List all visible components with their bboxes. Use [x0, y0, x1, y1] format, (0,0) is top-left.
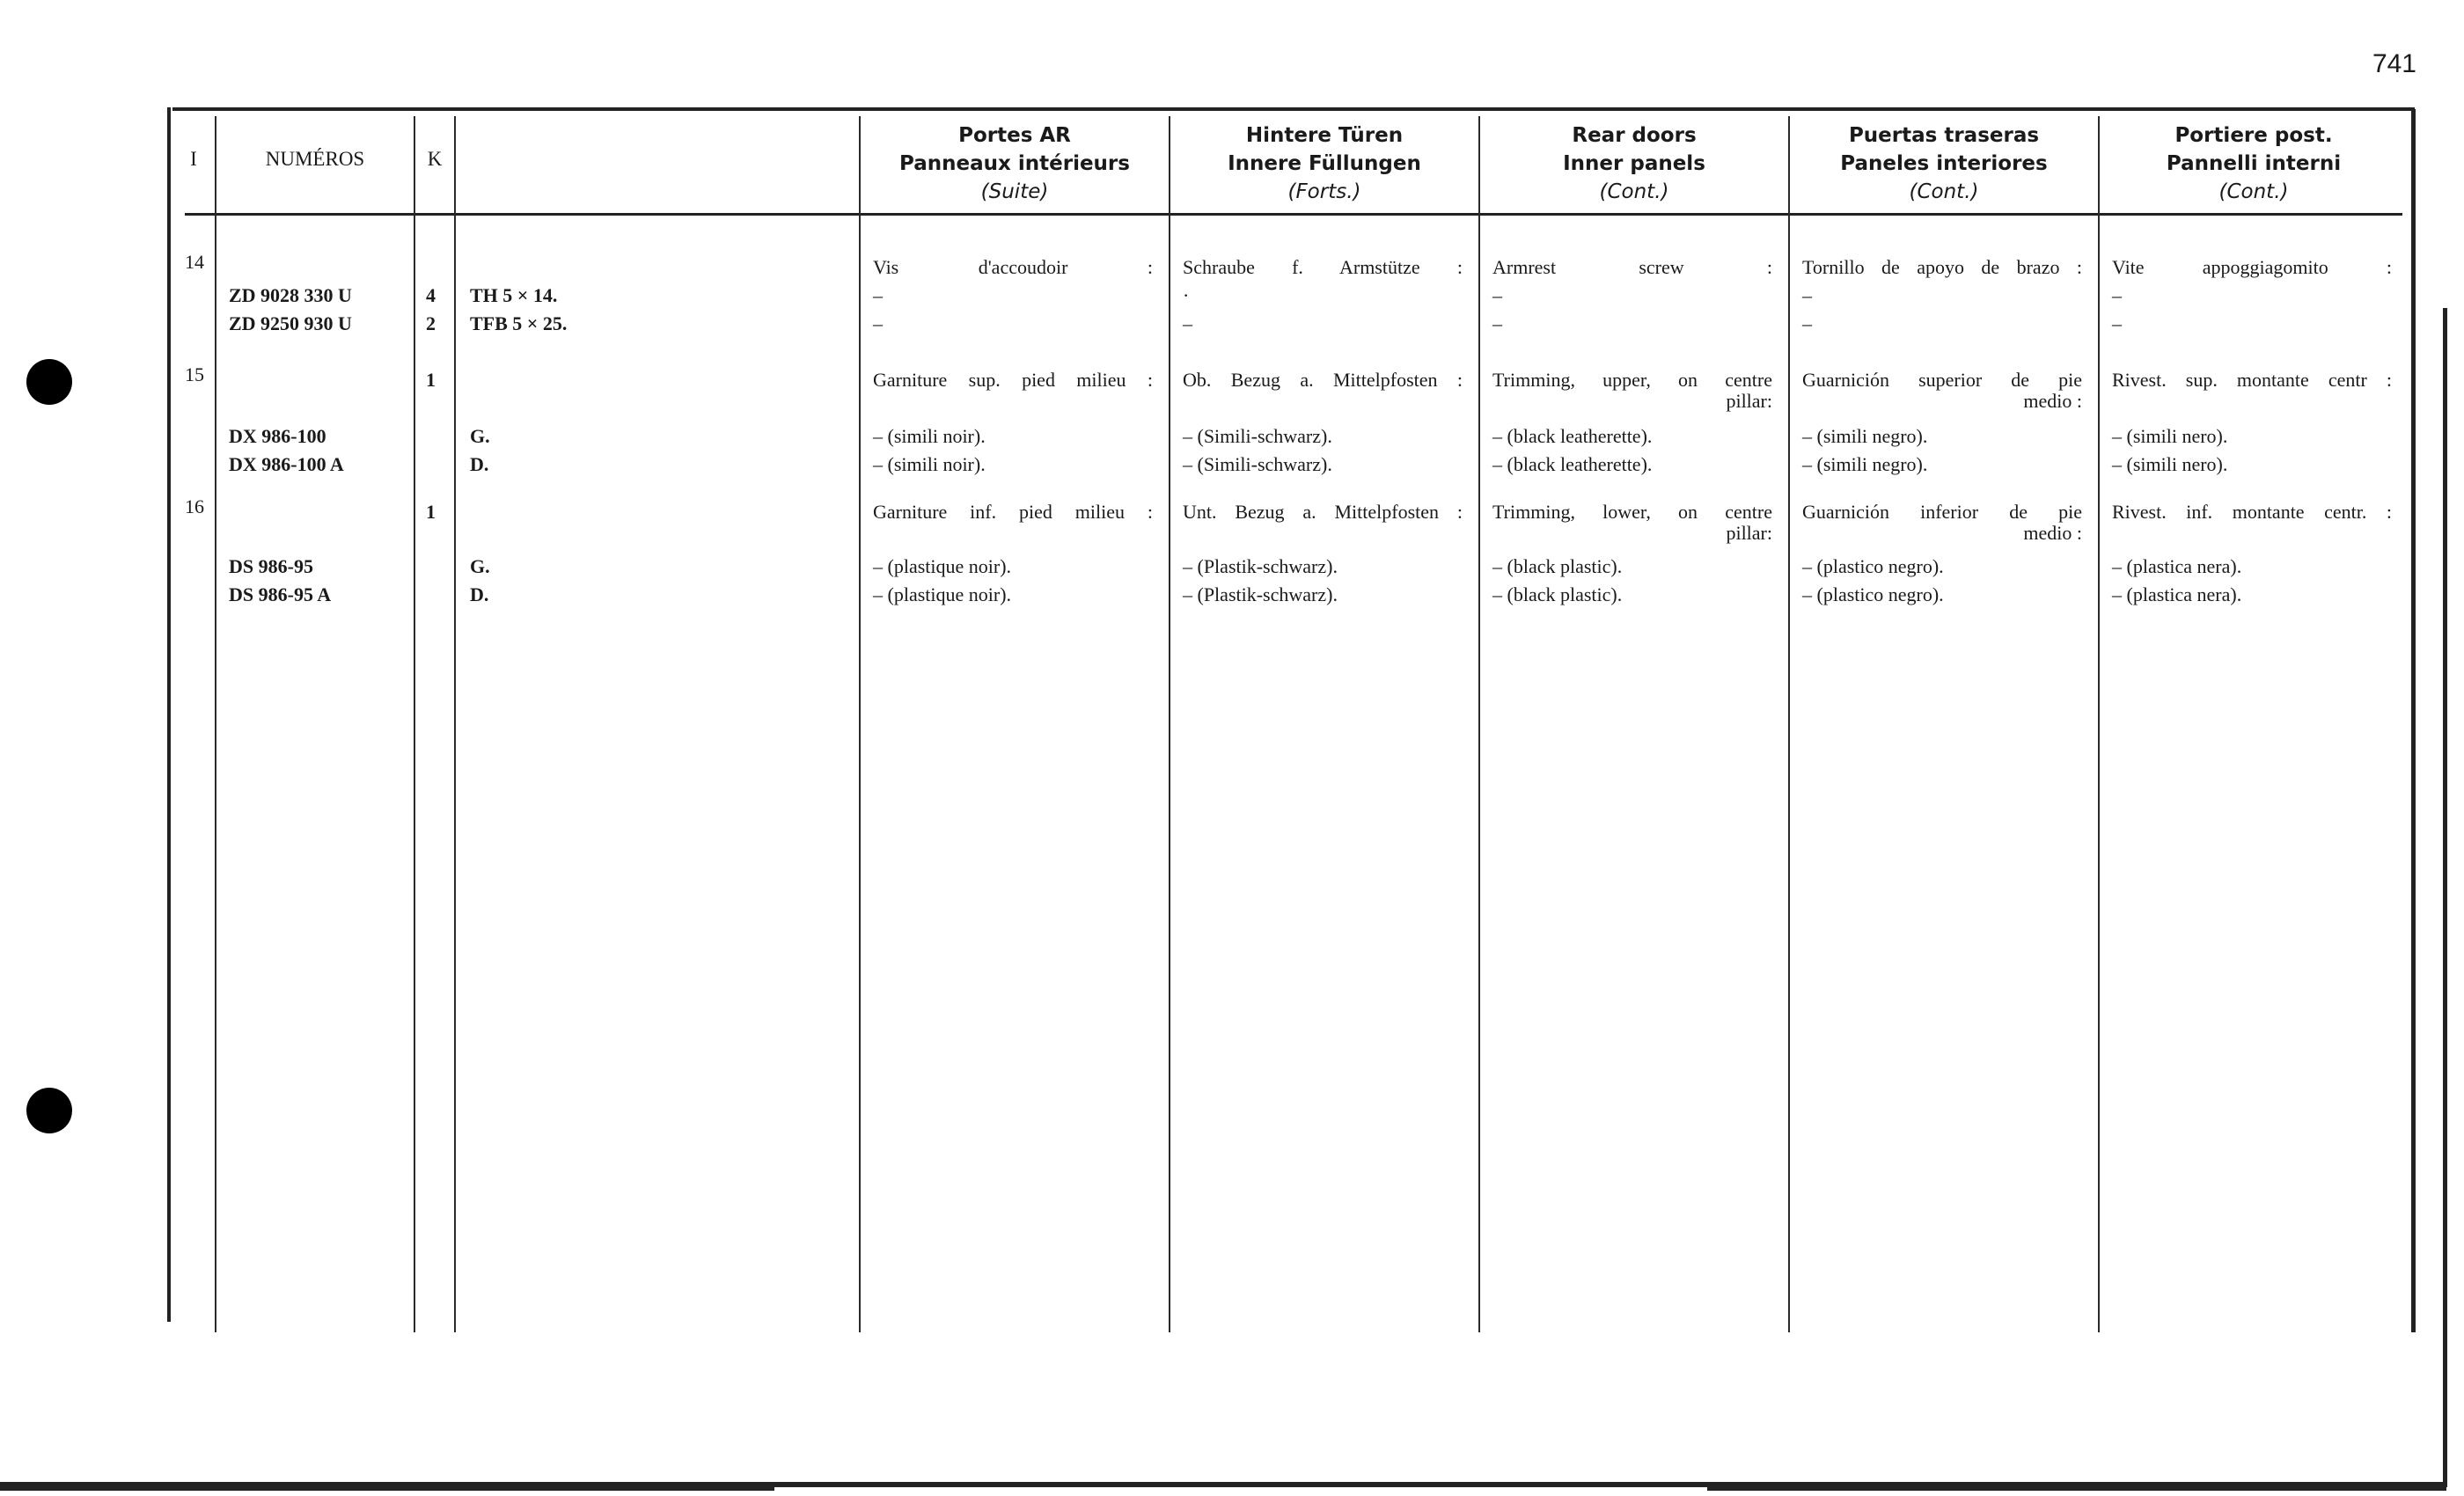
header-index: I: [190, 148, 197, 170]
description-title: Vite appoggiagomito :: [2112, 256, 2392, 278]
divider-lang-4: [2098, 116, 2100, 1332]
row-index: 14: [185, 251, 204, 273]
description-title: Guarnición inferior de pie: [1802, 501, 2082, 523]
part-number: DS 986-95: [229, 555, 313, 577]
item-description: – (plastique noir).: [873, 583, 1012, 605]
header-language-2: [1170, 121, 1478, 206]
item-description: –: [1492, 312, 1502, 334]
right-border: [2411, 109, 2416, 1332]
description-title: Vis d'accoudoir :: [873, 256, 1153, 278]
header-language-4-line3: (Cont.): [1909, 180, 1979, 203]
item-spec: TFB 5 × 25.: [470, 312, 568, 334]
divider-lang-3: [1788, 116, 1790, 1332]
item-description: –: [1802, 312, 1812, 334]
item-spec: D.: [470, 583, 489, 605]
item-spec: G.: [470, 555, 490, 577]
page-number: 741: [2372, 49, 2416, 78]
item-quantity: 4: [426, 284, 436, 306]
header-rule: [185, 213, 2402, 216]
header-language-2-line1: Hintere Türen: [1245, 124, 1404, 147]
header-language-1-line1: Portes AR: [958, 124, 1071, 147]
item-description: – (simili nero).: [2112, 453, 2228, 475]
item-description: –: [873, 284, 883, 306]
row-index: 15: [185, 363, 204, 385]
left-border: [167, 107, 171, 1322]
header-language-2-line2: Innere Füllungen: [1228, 152, 1421, 175]
bottom-right-edge: [2443, 308, 2447, 1487]
item-description: – (Simili-schwarz).: [1183, 425, 1332, 447]
description-title-cont: pillar:: [1726, 390, 1772, 412]
punch-hole-bottom: [26, 1088, 72, 1133]
item-description: – (Plastik-schwarz).: [1183, 583, 1338, 605]
item-quantity: 2: [426, 312, 436, 334]
item-description: –: [1802, 284, 1812, 306]
description-title: Tornillo de apoyo de brazo :: [1802, 256, 2082, 278]
header-language-1-line2: Panneaux intérieurs: [899, 152, 1130, 175]
header-language-3-line2: Inner panels: [1563, 152, 1705, 175]
item-description: – (plastica nera).: [2112, 583, 2242, 605]
item-description: – (black leatherette).: [1492, 425, 1653, 447]
item-description: – (Plastik-schwarz).: [1183, 555, 1338, 577]
part-number: DX 986-100: [229, 425, 326, 447]
header-language-5-line1: Portiere post.: [2174, 124, 2333, 147]
header-k: K: [427, 148, 443, 170]
divider-spec: [859, 116, 861, 1332]
description-title: Rivest. inf. montante centr. :: [2112, 501, 2392, 523]
item-spec: G.: [470, 425, 490, 447]
part-number: DX 986-100 A: [229, 453, 344, 475]
header-language-3-line1: Rear doors: [1572, 124, 1697, 147]
header-language-3-line3: (Cont.): [1599, 180, 1669, 203]
item-description: – (Simili-schwarz).: [1183, 453, 1332, 475]
description-title: Armrest screw :: [1492, 256, 1772, 278]
header-language-2-line3: (Forts.): [1287, 180, 1361, 203]
item-description: – (plastico negro).: [1802, 555, 1944, 577]
header-language-4-line1: Puertas traseras: [1848, 124, 2040, 147]
header-language-5: [2100, 121, 2408, 206]
divider-k: [454, 116, 456, 1332]
divider-index: [215, 116, 216, 1332]
header-language-4-line2: Paneles interiores: [1840, 152, 2048, 175]
header-numbers: NUMÉROS: [265, 148, 365, 170]
item-description: –: [1492, 284, 1502, 306]
header-language-5-line2: Pannelli interni: [2166, 152, 2342, 175]
item-description: – (plastico negro).: [1802, 583, 1944, 605]
bottom-border-thick-left: [0, 1482, 774, 1491]
item-description: – (simili noir).: [873, 453, 986, 475]
divider-lang-1: [1169, 116, 1170, 1332]
item-description: –: [2112, 284, 2122, 306]
bottom-border-thick-right: [1707, 1482, 2446, 1491]
header-language-5-line3: (Cont.): [2218, 180, 2289, 203]
header-language-4: [1790, 121, 2098, 206]
row-quantity: 1: [426, 501, 436, 523]
part-number: DS 986-95 A: [229, 583, 332, 605]
part-number: ZD 9250 930 U: [229, 312, 352, 334]
item-description: – (simili negro).: [1802, 453, 1928, 475]
description-title: Rivest. sup. montante centr :: [2112, 369, 2392, 391]
row-index: 16: [185, 495, 204, 517]
description-title: Schraube f. Armstütze :: [1183, 256, 1463, 278]
divider-lang-2: [1478, 116, 1480, 1332]
item-description: – (black plastic).: [1492, 555, 1623, 577]
item-description: –: [873, 312, 883, 334]
item-description: – (plastique noir).: [873, 555, 1012, 577]
item-description: – (plastica nera).: [2112, 555, 2242, 577]
description-title: Guarnición superior de pie: [1802, 369, 2082, 391]
header-language-1-line3: (Suite): [980, 180, 1049, 203]
punch-hole-top: [26, 359, 72, 405]
item-description: – (simili nero).: [2112, 425, 2228, 447]
item-description: ·: [1183, 284, 1190, 306]
item-description: – (black leatherette).: [1492, 453, 1653, 475]
header-language-1: [861, 121, 1169, 206]
divider-numbers: [414, 116, 415, 1332]
item-description: – (simili noir).: [873, 425, 986, 447]
description-title: Unt. Bezug a. Mittelpfosten :: [1183, 501, 1463, 523]
item-description: – (black plastic).: [1492, 583, 1623, 605]
description-title-cont: medio :: [2023, 522, 2082, 544]
description-title: Garniture sup. pied milieu :: [873, 369, 1153, 391]
description-title: Garniture inf. pied milieu :: [873, 501, 1153, 523]
item-description: –: [1183, 312, 1192, 334]
item-spec: D.: [470, 453, 489, 475]
item-description: – (simili negro).: [1802, 425, 1928, 447]
description-title-cont: pillar:: [1726, 522, 1772, 544]
item-description: –: [2112, 312, 2122, 334]
description-title: Ob. Bezug a. Mittelpfosten :: [1183, 369, 1463, 391]
description-title: Trimming, upper, on centre: [1492, 369, 1772, 391]
row-quantity: 1: [426, 369, 436, 391]
part-number: ZD 9028 330 U: [229, 284, 352, 306]
header-language-3: [1480, 121, 1788, 206]
description-title: Trimming, lower, on centre: [1492, 501, 1772, 523]
top-border: [172, 107, 2415, 111]
item-spec: TH 5 × 14.: [470, 284, 558, 306]
description-title-cont: medio :: [2023, 390, 2082, 412]
